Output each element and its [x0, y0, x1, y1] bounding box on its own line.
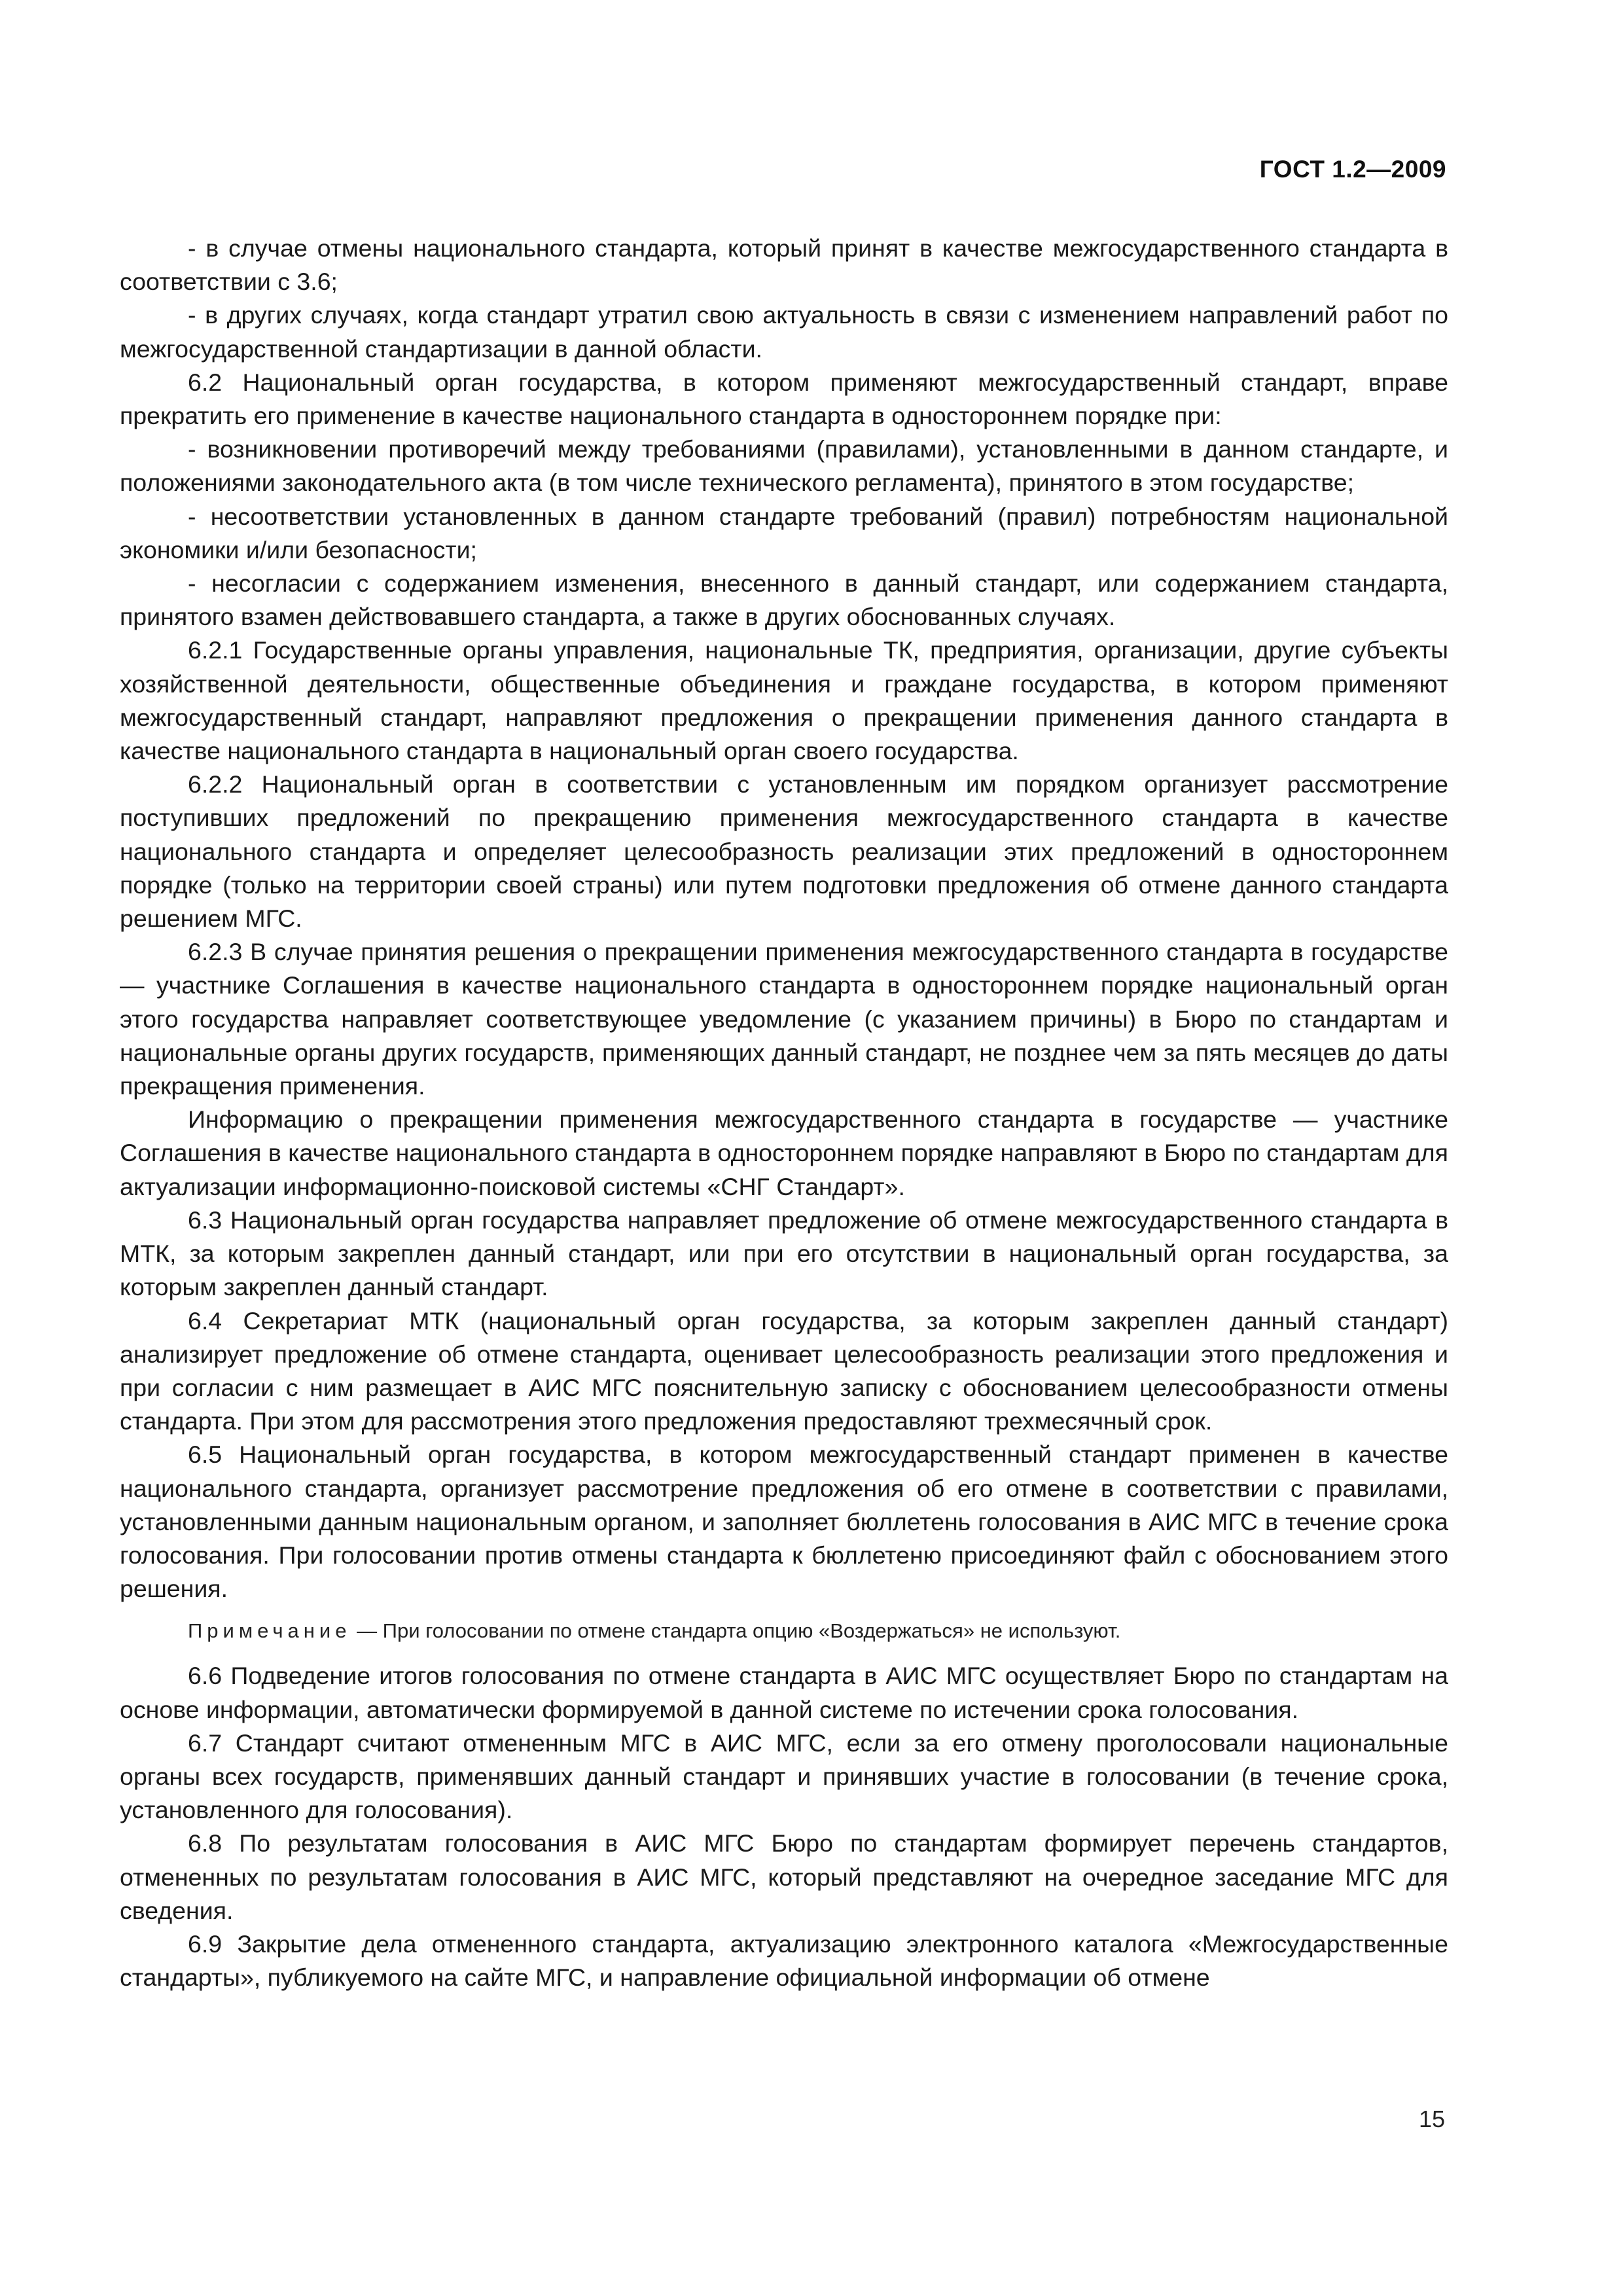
- paragraph-bullet-other-cases: - в других случаях, когда стандарт утратил свою актуальность в связи с изменением направлений работ по межгосударственной стандартизации в данной области.: [120, 301, 1448, 363]
- paragraph-bullet-disagreement: - несогласии с содержанием изменения, внесенного в данный стандарт, или содержанием стандарта, принятого взамен действовавшего стандарта, а также в других обоснованных случаях.: [120, 569, 1448, 631]
- paragraph-6-2-3: 6.2.3 В случае принятия решения о прекращении применения межгосударственного стандарта в государстве — участнике Соглашения в качестве национального стандарта в одностороннем порядке национальный орган этого государства направляет соответствующее уведомление (с указанием причины) в Бюро по стандартам и национальные органы других государств, применяющих данный стандарт, не позднее чем за пять месяцев до даты прекращения применения.: [120, 938, 1448, 1100]
- paragraph-bullet-noncompliance: - несоответствии установленных в данном стандарте требований (правил) потребностям национальной экономики и/или безопасности;: [120, 502, 1448, 564]
- note-label: Примечание: [188, 1619, 351, 1643]
- paragraph-6-4: 6.4 Секретариат МТК (национальный орган государства, за которым закреплен данный стандарт) анализирует предложение об отмене стандарта, оценивает целесообразность реализации этого предложения и при согласии с ним размещает в АИС МГС пояснительную записку с обоснованием целесообразности отмены стандарта. При этом для рассмотрения этого предложения предоставляют трехмесячный срок.: [120, 1306, 1448, 1435]
- paragraph-6-9: 6.9 Закрытие дела отмененного стандарта, актуализацию электронного каталога «Межгосударственные стандарты», публикуемого на сайте МГС, и направление официальной информации об отмене: [120, 1929, 1448, 1992]
- paragraph-6-2-2: 6.2.2 Национальный орган в соответствии с установленным им порядком организует рассмотрение поступивших предложений по прекращению применения межгосударственного стандарта в качестве национального стандарта и определяет целесообразность реализации этих предложений в одностороннем порядке (только на территории своей страны) или путем подготовки предложения об отмене данного стандарта решением МГС.: [120, 770, 1448, 933]
- standard-code-header: ГОСТ 1.2—2009: [1259, 156, 1446, 183]
- note-text: — При голосовании по отмене стандарта опцию «Воздержаться» не используют.: [357, 1619, 1121, 1643]
- paragraph-information: Информацию о прекращении применения межгосударственного стандарта в государстве — участнике Соглашения в качестве национального стандарта в одностороннем порядке направляют в Бюро по стандартам для актуализации информационно-поисковой системы «СНГ Стандарт».: [120, 1105, 1448, 1200]
- paragraph-6-3: 6.3 Национальный орган государства направляет предложение об отмене межгосударственного стандарта в МТК, за которым закреплен данный стандарт, или при его отсутствии в национальный орган государства, за которым закреплен данный стандарт.: [120, 1206, 1448, 1301]
- document-body: [120, 232, 1448, 1994]
- note: [120, 1617, 1448, 1645]
- paragraph-bullet-3-6: - в случае отмены национального стандарта, который принят в качестве межгосударственного стандарта в соответствии с 3.6;: [120, 234, 1448, 296]
- paragraph-bullet-contradictions: - возникновении противоречий между требованиями (правилами), установленными в данном стандарте, и положениями законодательного акта (в том числе технического регламента), принятого в этом государстве;: [120, 435, 1448, 497]
- paragraph-6-8: 6.8 По результатам голосования в АИС МГС Бюро по стандартам формирует перечень стандартов, отмененных по результатам голосования в АИС МГС, который представляют на очередное заседание МГС для сведения.: [120, 1829, 1448, 1924]
- paragraph-6-2: 6.2 Национальный орган государства, в котором применяют межгосударственный стандарт, вправе прекратить его применение в качестве национального стандарта в одностороннем порядке при:: [120, 368, 1448, 430]
- paragraph-6-2-1: 6.2.1 Государственные органы управления, национальные ТК, предприятия, организации, другие субъекты хозяйственной деятельности, общественные объединения и граждане государства, в котором применяют межгосударственный стандарт, направляют предложения о прекращении применения данного стандарта в качестве национального стандарта в национальный орган своего государства.: [120, 636, 1448, 765]
- paragraph-6-7: 6.7 Стандарт считают отмененным МГС в АИС МГС, если за его отмену проголосовали национальные органы всех государств, применявших данный стандарт и принявших участие в голосовании (в течение срока, установленного для голосования).: [120, 1729, 1448, 1824]
- page-number: 15: [1418, 2106, 1445, 2132]
- paragraph-6-5: 6.5 Национальный орган государства, в котором межгосударственный стандарт применен в качестве национального стандарта, организует рассмотрение предложения об его отмене в соответствии с правилами, установленными данным национальным органом, и заполняет бюллетень голосования в АИС МГС в течение срока голосования. При голосовании против отмены стандарта к бюллетеню присоединяют файл с обоснованием этого решения.: [120, 1441, 1448, 1603]
- paragraph-6-6: 6.6 Подведение итогов голосования по отмене стандарта в АИС МГС осуществляет Бюро по стандартам на основе информации, автоматически формируемой в данной системе по истечении срока голосования.: [120, 1662, 1448, 1723]
